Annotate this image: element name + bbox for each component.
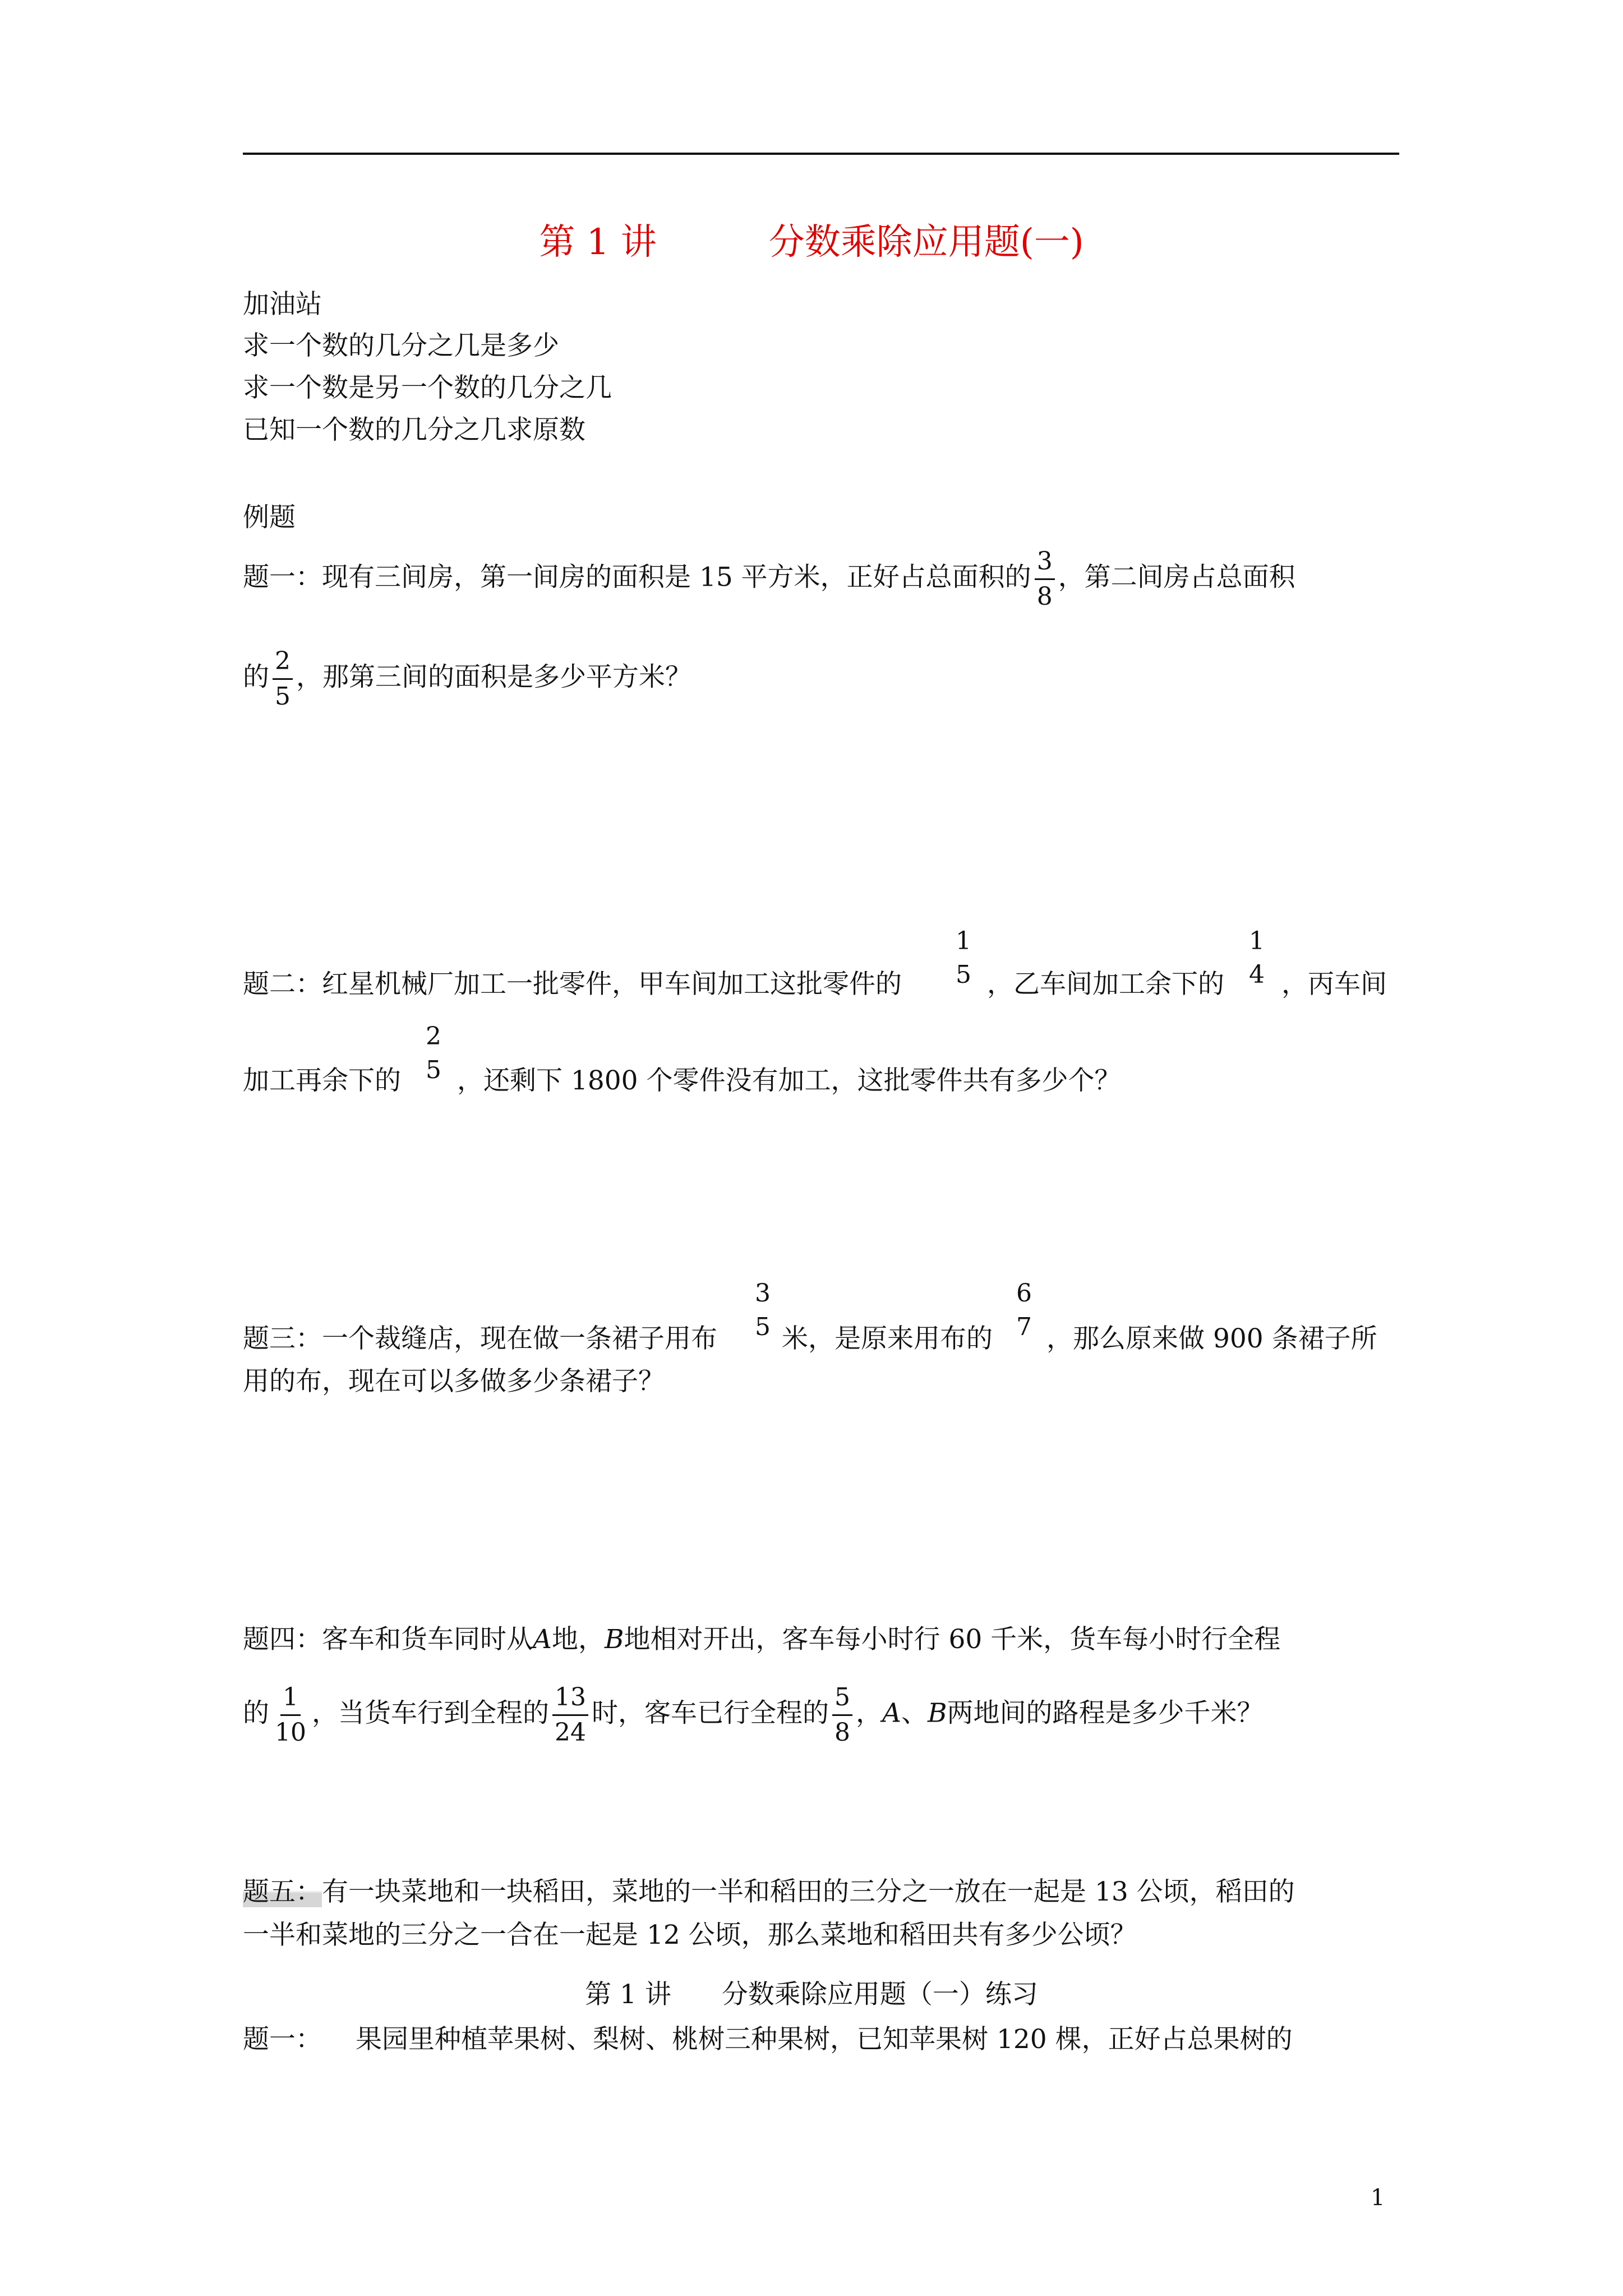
- intro-item-2: 求一个数是另一个数的几分之几: [243, 372, 612, 403]
- practice-q1-label: 题一：: [243, 2024, 322, 2055]
- page-title: [0, 213, 1623, 265]
- problem-3-line-1-b: 米，是原来用布的: [782, 1323, 993, 1354]
- problem-5-label: 题五：: [243, 1876, 322, 1907]
- problem-2-line-1-c: ，丙车间: [1281, 969, 1387, 1000]
- practice-title: 第 1 讲 分数乘除应用题（一）练习: [585, 1979, 1038, 2010]
- problem-4-label: 题四：: [243, 1624, 322, 1655]
- problem-3-line-1-c: ，那么原来做 900 条裙子所: [1046, 1323, 1377, 1354]
- problem-2-line-1-b: ，乙车间加工余下的: [987, 969, 1224, 1000]
- fraction: 2 5: [426, 1022, 441, 1084]
- examples-label: 例题: [243, 502, 296, 533]
- fraction: 1 4: [1249, 927, 1265, 989]
- problem-3-label: 题三：: [243, 1323, 322, 1354]
- fraction: $\frac{5}{8}$: [832, 1683, 852, 1747]
- problem-2-label: 题二：: [243, 969, 322, 1000]
- fraction: $\frac{2}{5}$: [273, 647, 293, 711]
- problem-3-line-2: 用的布，现在可以多做多少条裙子？: [243, 1366, 665, 1397]
- fraction: $\frac{3}{8}$: [1035, 547, 1055, 611]
- intro-item-3: 已知一个数的几分之几求原数: [243, 415, 585, 445]
- header-rule: [243, 153, 1399, 155]
- page-number: 1: [1371, 2185, 1385, 2211]
- problem-2-line-2: 加工再余下的: [243, 1065, 401, 1096]
- intro-item-1: 求一个数的几分之几是多少: [243, 330, 559, 361]
- problem-1-label: 题一：: [243, 562, 322, 593]
- fraction: $\frac{13}{24}$: [552, 1683, 588, 1747]
- title-topic: 分数乘除应用题(一): [768, 222, 1084, 263]
- problem-2-line-1: 题二：红星机械厂加工一批零件，甲车间加工这批零件的: [243, 969, 902, 1000]
- fraction: 1 5: [956, 927, 971, 989]
- problem-4-line-1: 题四：客车和货车同时从A地，B地相对开出，客车每小时行 60 千米，货车每小时行全程: [243, 1624, 1281, 1655]
- fraction: 6 7: [1016, 1279, 1032, 1341]
- problem-1-line-2: 的 $\frac{2}{5}$ ，那第三间的面积是多少平方米？: [243, 647, 691, 711]
- problem-5-line-2: 一半和菜地的三分之一合在一起是 12 公顷，那么菜地和稻田共有多少公顷？: [243, 1920, 1137, 1950]
- problem-1-line-1: 题一：现有三间房，第一间房的面积是 15 平方米，正好占总面积的 $\frac{3}{8}$ ，第二间房占总面积: [243, 547, 1295, 611]
- practice-question-1: 题一： 果园里种植苹果树、梨树、桃树三种果树，已知苹果树 120 棵，正好占总果树的: [243, 2024, 1293, 2055]
- title-lesson: 第 1 讲: [539, 222, 657, 263]
- problem-4-line-2: 的 $\frac{1}{10}$ ，当货车行到全程的 $\frac{13}{24}$ 时，客车已行全程的 $\frac{5}{8}$ ，A、B两地间的路程是多少千米？: [243, 1683, 1264, 1747]
- intro-label: 加油站: [243, 289, 322, 320]
- problem-5-line-1: 题五：有一块菜地和一块稻田，菜地的一半和稻田的三分之一放在一起是 13 公顷，稻田的: [243, 1876, 1295, 1907]
- problem-2-line-2-b: ，还剩下 1800 个零件没有加工，这批零件共有多少个？: [457, 1065, 1121, 1096]
- fraction: 3 5: [755, 1279, 771, 1341]
- problem-3-line-1: 题三：一个裁缝店，现在做一条裙子用布: [243, 1323, 717, 1354]
- fraction: $\frac{1}{10}$: [275, 1683, 306, 1747]
